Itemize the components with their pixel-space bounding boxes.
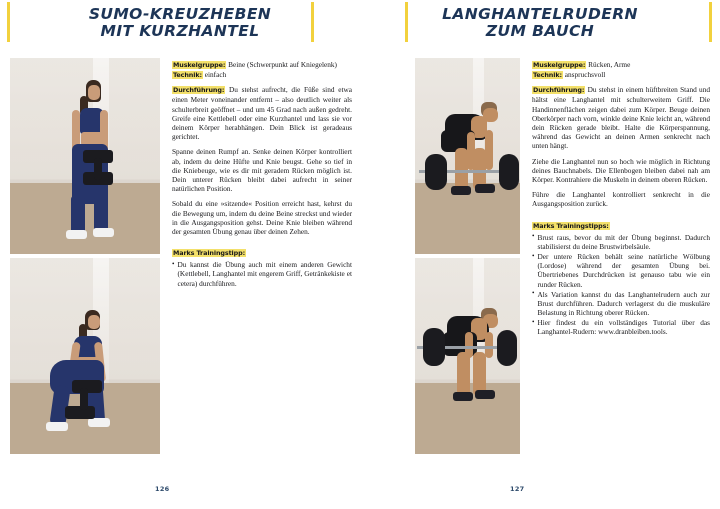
list-item: • Du kannst die Übung auch mit einem anderen Gewicht (Kettlebell, Langhantel mit engerem Griff, Getränkekiste et cetera) durchführen. [172,260,352,287]
accent-rule-right [311,2,314,42]
accent-rule-left [7,2,10,42]
athlete-left-shoe [451,186,471,195]
right-exercise-meta [532,60,710,80]
durchfuehrung-paragraph [172,85,352,141]
page-number: 126 [155,485,170,493]
title-line-2: ZUM BAUCH [485,22,595,40]
barbell-plate-right [497,330,517,366]
athlete-head [88,315,100,329]
tips-list [532,233,710,337]
barbell-plate-left [423,328,445,366]
right-page-header [360,0,720,58]
exercise-photo-start [415,58,520,254]
list-item: • Brust raus, bevor du mit der Übung beginnst. Dadurch stabilisierst du deine Brustwirbelsäule. [532,233,710,251]
left-page-header [0,0,360,58]
muskelgruppe-line [172,60,352,80]
exercise-photo-start [10,58,160,254]
muskelgruppe-value: Rücken, Arme [586,60,631,69]
muskelgruppe-value: Beine (Schwerpunkt auf Kniegelenk) [226,60,337,69]
tips-list [172,260,352,287]
athlete-left-leg [71,196,85,234]
accent-rule-right [709,2,712,42]
athlete-left-shoe [66,230,87,239]
exercise-photo-row [415,258,520,454]
athlete-right-shoe [475,184,495,193]
tips-heading: Marks Trainingstipp: [173,249,246,258]
title-line-1: LANGHANTELRUDERN [442,5,638,23]
page-number: 127 [510,485,525,493]
muskelgruppe-label: Muskelgruppe: [173,61,226,69]
title-line-2: MIT KURZHANTEL [100,22,260,40]
athlete-head [88,85,100,100]
durchfuehrung-value: Du stehst aufrecht, die Füße sind etwa einen Meter voneinander entfernt – also deutlich weiter als schulterbreit geöffnet – und um 45 Grad nach außen gedreht. Greife eine Kettlebell oder eine Kurzhantel und lass sie vor deinem Körper herabhängen. Dein Blick ist geradeaus gerichtet. [172,85,352,142]
athlete-right-shoe [93,228,114,237]
left-photo-column [10,58,160,458]
left-text-column [160,58,360,458]
athlete-right-shoe [88,418,110,427]
durchfuehrung-label: Durchführung: [173,86,225,95]
barbell-plate-right [499,154,519,190]
athlete-right-arm [485,332,493,358]
right-page-title [442,6,638,40]
list-item: • Als Variation kannst du das Langhantelrudern auch zur Brust durchführen. Dadurch verlagerst du die muskuläre Belastung in Richtung oberer Rücken. [532,290,710,317]
accent-rule-left [405,2,408,42]
instruction-paragraph-2: Ziehe die Langhantel nun so hoch wie möglich in Richtung deines Bauchnabels. Die Ellenbogen bleiben dabei nah am Körper. Kontrahiere die Muskeln in deinem oberen Rücken. [532,156,710,184]
durchfuehrung-value: Du stehst in einem hüftbreiten Stand und hältst eine Langhantel mit schulterweitem Griff. Die Handinnenflächen zeigen dabei zum Körper. Beuge deinen Oberkörper nach vorn, winkle deine Knie leicht an, während dein Rücken gerade bleibt. Halte die Körperspannung, während das Gewicht an deinen Armen senkrecht nach unten hängt. [532,85,710,151]
right-photo-column [415,58,520,458]
right-page [360,0,720,509]
tips-heading: Marks Trainingstipps: [533,221,609,230]
instruction-paragraph-2: Spanne deinen Rumpf an. Senke deinen Körper kontrolliert ab, indem du deine Hüfte und Knie beugst. Gehe so tief in die Kniebeuge, wie es dir mit geradem Rücken möglich ist. Dein unterer Rücken bleibt dabei aufrecht in seiner natürlichen Position. [172,147,352,194]
list-item: • Hier findest du ein vollständiges Tutorial über das Langhantel-Rudern: www.dranbleiben.tools. [532,318,710,336]
dumbbell-handle [80,388,88,410]
athlete-left-leg [457,352,470,396]
left-exercise-meta [172,60,352,80]
instruction-paragraph-3: Führe die Langhantel kontrolliert senkrecht in die Ausgangsposition zurück. [532,190,710,209]
barbell-plate-left [425,154,447,190]
exercise-photo-squat [10,258,160,454]
technik-value: einfach [202,70,227,80]
durchfuehrung-label: Durchführung: [533,86,585,95]
left-page-title [89,6,271,40]
right-page-body [360,58,720,458]
title-line-1: SUMO-KREUZHEBEN [88,5,272,23]
instruction-paragraph-3: Sobald du eine »sitzende« Position erreicht hast, kehrst du die Bewegung um, indem du deine Beine streckst und wieder in die Ausgangsposition gehst. Deine Knie bleiben während der gesamten Übung genau über deinen Zehen. [172,199,352,236]
athlete-right-shoe [475,390,495,399]
left-page-body [0,58,360,458]
technik-label: Technik: [173,71,202,80]
list-item: • Der untere Rücken behält seine natürliche Wölbung (Lordose) während der gesamten Übung bei. Übertriebenes Durchdrücken ist genauso tabu wie ein runder Rücken. [532,252,710,289]
muskelgruppe-line [532,60,710,80]
right-text-column [520,58,720,458]
athlete-left-leg [455,148,468,190]
technik-label: Technik: [533,71,562,80]
athlete-left-shoe [453,392,473,401]
technik-value: anspruchsvoll [562,70,606,80]
muskelgruppe-label: Muskelgruppe: [533,61,586,69]
athlete-right-arm [485,130,493,170]
durchfuehrung-paragraph [532,85,710,150]
dumbbell-handle [94,158,102,180]
athlete-left-shoe [46,422,68,431]
